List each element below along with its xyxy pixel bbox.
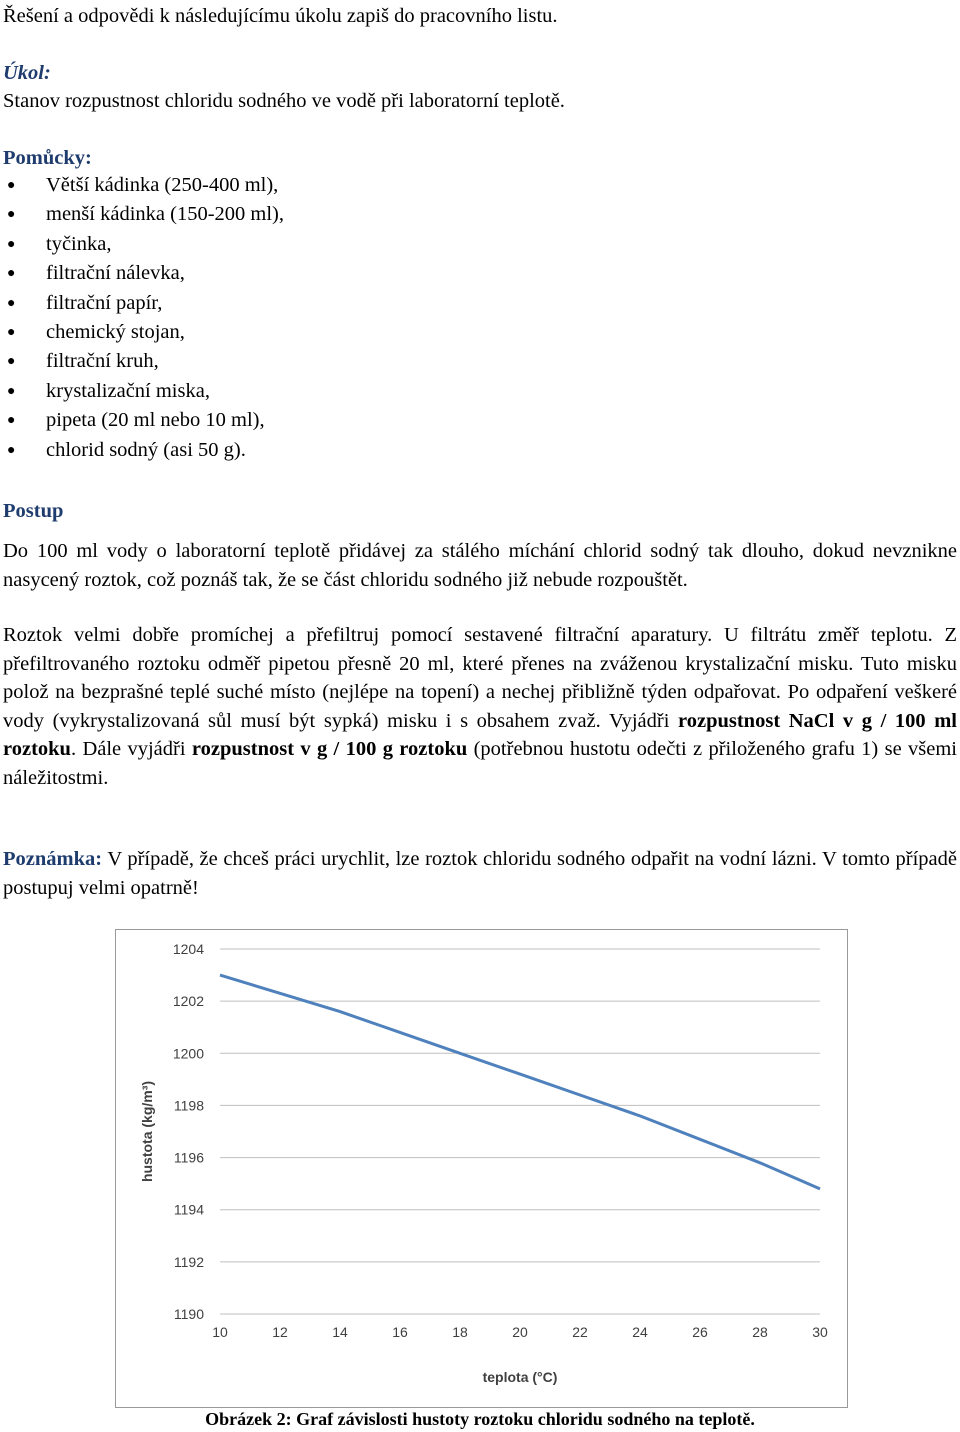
x-axis-label: teplota (°C) <box>482 1369 558 1385</box>
list-item-text: menší kádinka (150-200 ml), <box>46 203 284 226</box>
y-tick-label: 1190 <box>173 1306 204 1322</box>
x-tick-label: 16 <box>392 1324 408 1340</box>
y-tick-label: 1192 <box>173 1253 204 1270</box>
x-tick-label: 18 <box>452 1324 468 1340</box>
y-tick-label: 1202 <box>172 993 204 1010</box>
procedure-heading: Postup <box>3 500 64 522</box>
note-label: Poznámka: <box>3 848 103 870</box>
list-item-text: filtrační nálevka, <box>46 262 185 285</box>
list-item <box>3 259 284 288</box>
task-heading: Úkol: <box>3 62 51 84</box>
bullet-icon: ● <box>7 324 16 340</box>
bullet-icon: ● <box>7 266 16 282</box>
list-item-text: Větší kádinka (250-400 ml), <box>46 174 279 196</box>
list-item-text: chlorid sodný (asi 50 g). <box>46 438 246 461</box>
y-tick-label: 1198 <box>173 1097 204 1114</box>
chart-frame <box>115 929 848 1408</box>
bullet-icon: ● <box>7 236 16 252</box>
list-item <box>3 377 284 406</box>
y-axis-label: hustota (kg/m³) <box>139 1080 155 1183</box>
y-tick-label: 1200 <box>172 1045 204 1062</box>
list-item <box>3 230 284 259</box>
x-tick-label: 12 <box>272 1324 288 1340</box>
list-item <box>3 406 284 435</box>
note-paragraph <box>3 845 957 902</box>
y-tick-label: 1194 <box>173 1201 204 1218</box>
procedure-paragraph-2 <box>3 621 957 792</box>
x-tick-label: 26 <box>692 1324 708 1340</box>
x-tick-label: 10 <box>212 1324 228 1340</box>
list-item-text: chemický stojan, <box>46 320 185 343</box>
tools-heading: Pomůcky: <box>3 147 92 169</box>
y-tick-label: 1196 <box>173 1149 204 1166</box>
bullet-icon: ● <box>7 178 16 193</box>
list-item <box>3 318 284 347</box>
figure-caption: Obrázek 2: Graf závislosti hustoty roztoku chloridu sodného na teplotě. <box>205 1409 755 1429</box>
intro-text: Řešení a odpovědi k následujícímu úkolu zapiš do pracovního listu. <box>3 5 558 27</box>
series-line <box>220 975 820 1189</box>
x-tick-label: 30 <box>812 1324 828 1340</box>
list-item <box>3 289 284 318</box>
bullet-icon: ● <box>7 207 16 223</box>
x-tick-label: 22 <box>572 1324 588 1340</box>
list-item-text: filtrační papír, <box>46 291 163 314</box>
bold-term: rozpustnost NaCl v g / 100 ml roztoku <box>3 709 957 760</box>
x-tick-label: 20 <box>512 1324 528 1340</box>
list-item <box>3 171 284 200</box>
paragraph-text: . Dále vyjádři <box>70 738 192 760</box>
list-item-text: krystalizační miska, <box>46 379 210 402</box>
bullet-icon: ● <box>7 383 16 399</box>
list-item <box>3 347 284 376</box>
x-tick-label: 24 <box>632 1324 648 1340</box>
x-tick-label: 28 <box>752 1324 768 1340</box>
paragraph-text: (potřebnou hustotu odečti z přiloženého grafu 1) se všemi náležitostmi. <box>3 738 957 789</box>
note-text: V případě, že chceš práci urychlit, lze roztok chloridu sodného odpařit na vodní lázni. V tomto případě postupuj velmi opatrně! <box>3 848 957 899</box>
list-item <box>3 200 284 229</box>
density-chart <box>116 930 847 1407</box>
bullet-icon: ● <box>7 442 16 458</box>
list-item-text: pipeta (20 ml nebo 10 ml), <box>46 409 265 432</box>
list-item <box>3 436 284 465</box>
paragraph-text: Roztok velmi dobře promíchej a přefiltruj pomocí sestavené filtrační aparatury. U filtrátu změř teplotu. Z přefiltrovaného roztoku odměř pipetou přesně 20 ml, které přenes na zváženou krystalizační misku. Tuto misku polož na bezprašné teplé suché místo (nejlépe na topení) a nechej přibližně týden odpařovat. Po odpaření veškeré vody (vykrystalizovaná sůl musí být sypká) misku i s obsahem zvaž. Vyjádři <box>3 624 957 732</box>
x-tick-label: 14 <box>332 1324 348 1340</box>
procedure-paragraph-1: Do 100 ml vody o laboratorní teplotě přidávej za stálého míchání chlorid sodný tak dlouho, dokud nevznikne nasycený roztok, což poznáš tak, že se část chloridu sodného již nebude rozpouštět. <box>3 540 957 591</box>
bullet-icon: ● <box>7 295 16 311</box>
bullet-icon: ● <box>7 354 16 370</box>
y-tick-label: 1204 <box>172 941 204 957</box>
tools-list <box>3 171 284 465</box>
task-text: Stanov rozpustnost chloridu sodného ve vodě při laboratorní teplotě. <box>3 90 565 112</box>
list-item-text: tyčinka, <box>46 232 112 255</box>
list-item-text: filtrační kruh, <box>46 350 159 373</box>
bold-term: rozpustnost v g / 100 g roztoku <box>191 738 468 760</box>
bullet-icon: ● <box>7 413 16 429</box>
